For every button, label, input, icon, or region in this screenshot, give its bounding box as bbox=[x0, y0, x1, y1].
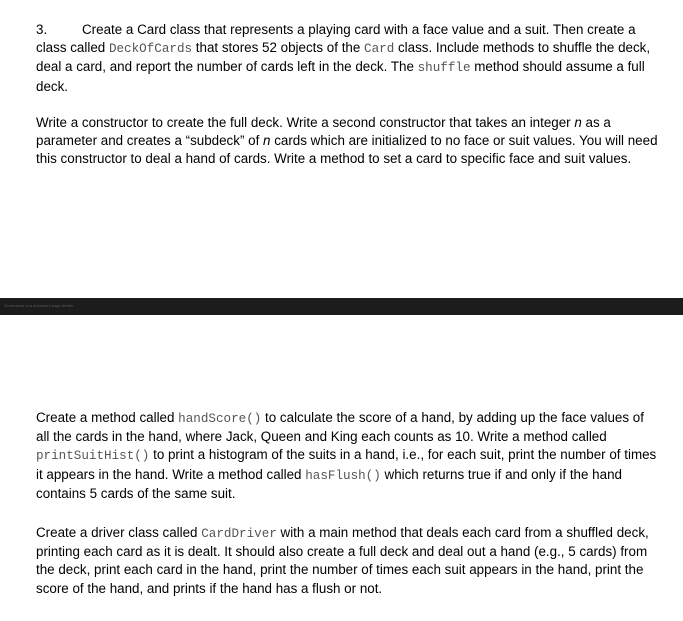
code-shuffle: shuffle bbox=[417, 61, 471, 76]
code-printsuithist: printSuitHist() bbox=[36, 449, 150, 464]
p4-text-2: with a main method that deals each card from a shuffled deck, printing each card as it is dealt. It should also create a full deck and deal out a hand (e.g., 5 cards) from the deck, print each card in the hand, print the number of times each suit appears in the hand, print the score of the hand, and prints if the hand has a flush or not. bbox=[36, 525, 649, 596]
variable-n: n bbox=[263, 133, 271, 149]
p1-text-3: class. Include methods to shuffle the deck, deal a card, and report the number of cards left in the deck. The bbox=[36, 40, 651, 75]
question-paragraph-2 bbox=[36, 114, 658, 169]
p1-text-1: Create a Card class that represents a playing card with a face value and a suit. Then create a class called bbox=[36, 22, 636, 56]
divider-caption: Screenshot of a document page divider bbox=[4, 303, 74, 308]
code-carddriver: CardDriver bbox=[201, 527, 277, 541]
p2-text-3: cards which are initialized to no face or suit values. You will need this constructor to deal a hand of cards. Write a method to set a card to specific face and suit values. bbox=[36, 133, 658, 167]
p2-text-1: Write a constructor to create the full deck. Write a second constructor that takes an integer bbox=[36, 115, 575, 130]
question-number: 3. bbox=[36, 22, 48, 37]
code-hasflush: hasFlush() bbox=[305, 468, 381, 483]
continuation-paragraph-1 bbox=[36, 409, 658, 503]
variable-n: n bbox=[574, 115, 582, 130]
page-divider-bar bbox=[0, 298, 683, 315]
code-card: Card bbox=[364, 42, 395, 57]
p1-text-2: that stores 52 objects of the bbox=[192, 40, 365, 56]
p2-text-2: as a parameter and creates a “subdeck” of bbox=[36, 115, 611, 149]
p4-text-1: Create a driver class called bbox=[36, 525, 202, 540]
p3-text-2: to calculate the score of a hand, by adding up the face values of all the cards in the hand, where Jack, Queen and King each counts as 10. Write a method called bbox=[36, 410, 644, 445]
code-deckofcards: DeckOfCards bbox=[108, 42, 193, 57]
p3-text-3: to print a histogram of the suits in a hand, i.e., for each suit, print the number of times it appears in the hand. Write a method called bbox=[36, 447, 657, 482]
continuation-paragraph-2 bbox=[36, 524, 658, 598]
code-handscore: handScore() bbox=[178, 412, 262, 426]
question-paragraph-1 bbox=[36, 21, 658, 96]
p3-text-1: Create a method called bbox=[36, 410, 179, 425]
p3-text-4: which returns true if and only if the hand contains 5 cards of the same suit. bbox=[36, 466, 622, 501]
p1-text-4: method should assume a full deck. bbox=[36, 59, 645, 94]
